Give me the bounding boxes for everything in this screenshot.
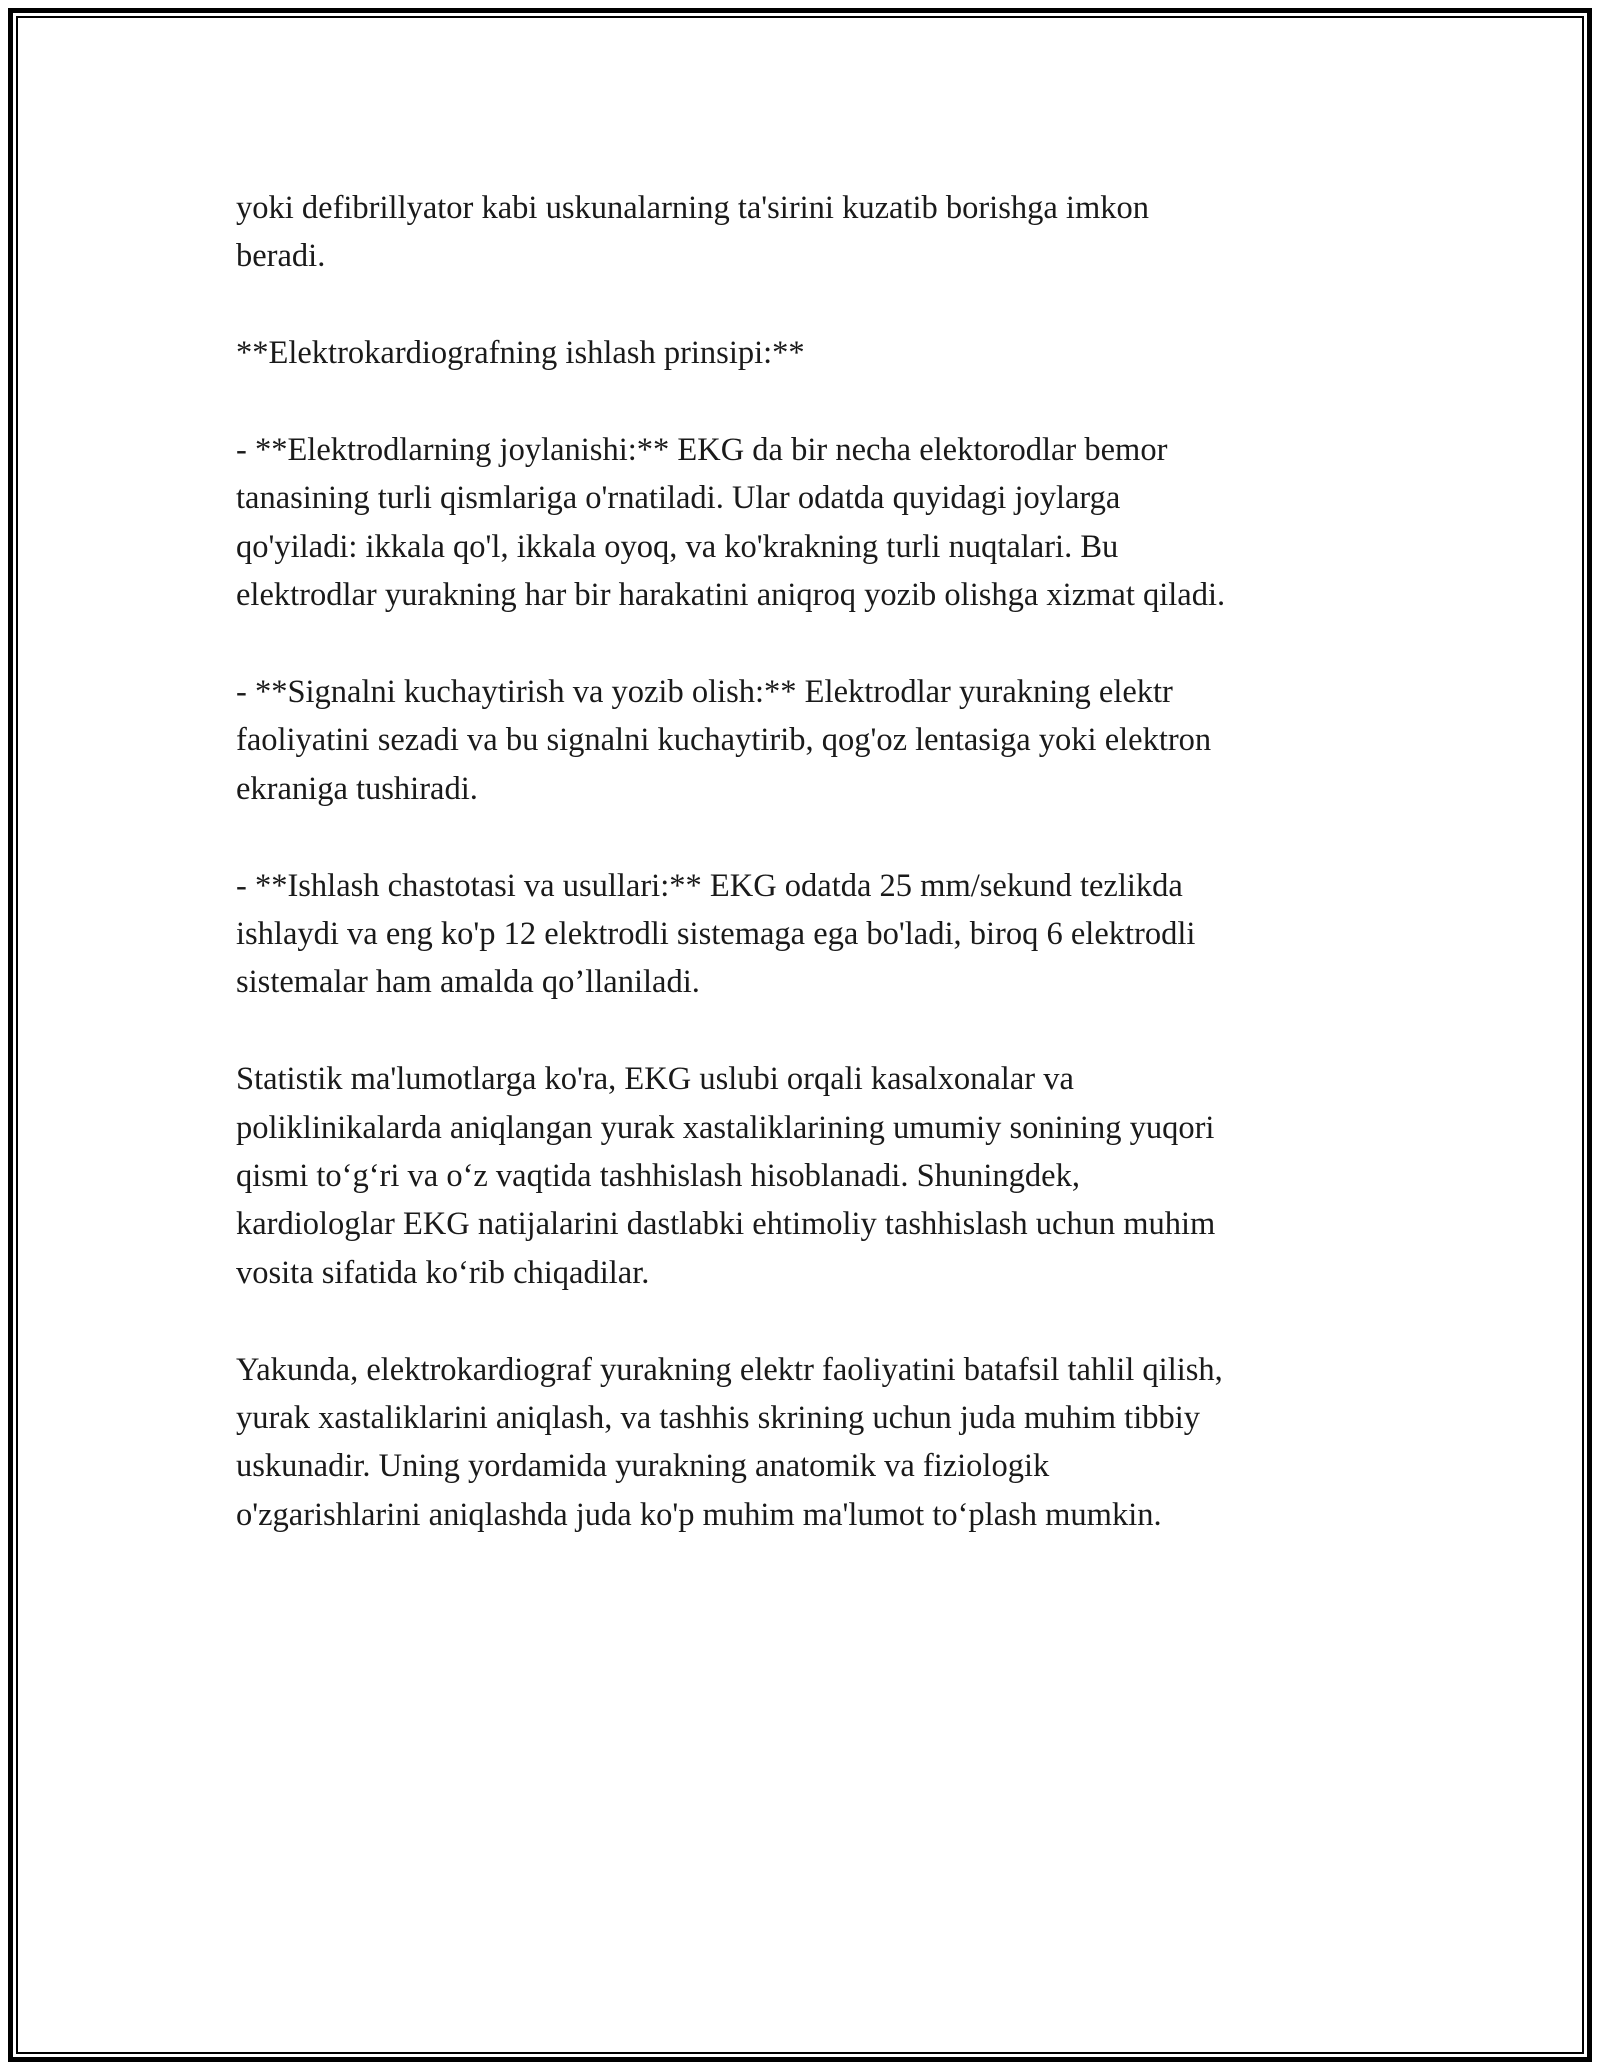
paragraph-conclusion [236, 1346, 1366, 1540]
text-line: uskunadir. Uning yordamida yurakning anatomik va fiziologik [236, 1448, 1050, 1485]
text-line: ekraniga tushiradi. [236, 770, 478, 807]
text-line: kardiologlar EKG natijalarini dastlabki ehtimoliy tashhislash uchun muhim [236, 1206, 1216, 1243]
text-line: vosita sifatida ko‘rib chiqadilar. [236, 1254, 650, 1291]
text-line: tanasining turli qismlariga o'rnatiladi. Ular odatda quyidagi joylarga [236, 480, 1121, 517]
section-heading [236, 329, 1366, 377]
text-line: elektrodlar yurakning har bir harakatini aniqroq yozib olishga xizmat qiladi. [236, 577, 1226, 614]
text-line: qo'yiladi: ikkala qo'l, ikkala oyoq, va ko'krakning turli nuqtalari. Bu [236, 528, 1119, 565]
list-item-signal [236, 668, 1366, 813]
text-line: o'zgarishlarini aniqlashda juda ko'p muhim ma'lumot to‘plash mumkin. [236, 1496, 1162, 1533]
text-line: yoki defibrillyator kabi uskunalarning ta'sirini kuzatib borishga imkon [236, 190, 1149, 226]
document-body [236, 184, 1366, 1539]
text-line: - **Ishlash chastotasi va usullari:** EKG odatda 25 mm/sekund tezlikda [236, 867, 1183, 904]
text-line: qismi to‘g‘ri va o‘z vaqtida tashhislash hisoblanadi. Shuningdek, [236, 1158, 1080, 1195]
text-line: faoliyatini sezadi va bu signalni kuchaytirib, qog'oz lentasiga yoki elektron [236, 722, 1212, 759]
text-line: sistemalar ham amalda qo’llaniladi. [236, 964, 700, 1001]
list-item-frequency [236, 862, 1366, 1007]
paragraph-intro-continuation [236, 184, 1366, 281]
text-line: Yakunda, elektrokardiograf yurakning elektr faoliyatini batafsil tahlil qilish, [236, 1351, 1223, 1388]
text-line: poliklinikalarda aniqlangan yurak xastaliklarining umumiy sonining yuqori [236, 1109, 1215, 1146]
text-line: beradi. [236, 238, 326, 275]
text-line: ishlaydi va eng ko'p 12 elektrodli sistemaga ega bo'ladi, biroq 6 elektrodli [236, 916, 1196, 953]
paragraph-statistics [236, 1055, 1366, 1297]
list-item-electrodes [236, 426, 1366, 620]
text-line: - **Signalni kuchaytirish va yozib olish:** Elektrodlar yurakning elektr [236, 674, 1173, 711]
text-line: - **Elektrodlarning joylanishi:** EKG da bir necha elektorodlar bemor [236, 432, 1168, 468]
text-line: **Elektrokardiografning ishlash prinsipi:** [236, 335, 805, 372]
text-line: Statistik ma'lumotlarga ko'ra, EKG uslubi orqali kasalxonalar va [236, 1061, 1074, 1098]
text-line: yurak xastaliklarini aniqlash, va tashhis skrining uchun juda muhim tibbiy [236, 1400, 1201, 1437]
